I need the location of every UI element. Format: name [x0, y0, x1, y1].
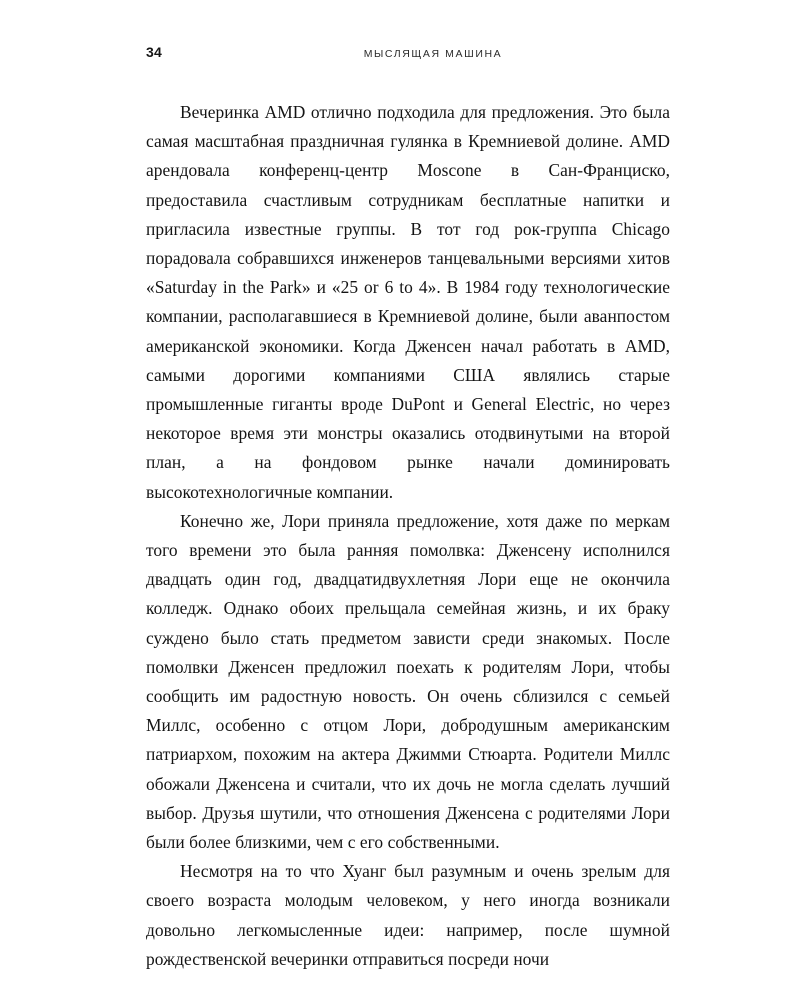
running-head: [146, 44, 670, 68]
page-number: 34: [146, 44, 162, 60]
book-title-header: МЫСЛЯЩАЯ МАШИНА: [363, 48, 503, 60]
paragraph: Несмотря на то что Хуанг был разумным и очень зрелым для своего возраста молодым человеком, у него иногда возникали довольно легкомысленные идеи: например, после шумной рождественской вечеринки отправиться посреди ночи: [146, 861, 670, 969]
page-body: [146, 98, 670, 974]
paragraph: Конечно же, Лори приняла предложение, хотя даже по меркам того времени это была ранняя помолвка: Дженсену исполнился двадцать один год, двадцатидвухлетняя Лори еще не окончила колледж. Однако обоих прельщала семейная жизнь, и их браку суждено было стать предметом зависти среди знакомых. После помолвки Дженсен предложил поехать к родителям Лори, чтобы сообщить им радостную новость. Он очень сблизился с семьей Миллс, особенно с отцом Лори, добродушным американским патриархом, похожим на актера Джимми Стюарта. Родители Миллс обожали Дженсена и считали, что их дочь не могла сделать лучший выбор. Друзья шутили, что отношения Дженсена с родителями Лори были более близкими, чем с его собственными.: [146, 510, 670, 853]
paragraph: Вечеринка AMD отлично подходила для предложения. Это была самая масштабная праздничная гулянка в Кремниевой долине. AMD арендовала конференц-центр Moscone в Сан-Франциско, предоставила счастливым сотрудникам бесплатные напитки и пригласила известные группы. В тот год рок-группа Chicago порадовала собравшихся инженеров танцевальными версиями хитов «Saturday in the Park» и «25 or 6 to 4». В 1984 году технологические компании, располагавшиеся в Кремниевой долине, были аванпостом американской экономики. Когда Дженсен начал работать в AMD, самыми дорогими компаниями США являлись старые промышленные гиганты вроде DuPont и General Electric, но через некоторое время эти монстры оказались отодвинутыми на второй план, а на фондовом рынке начали доминировать высокотехнологичные компании.: [146, 102, 670, 502]
